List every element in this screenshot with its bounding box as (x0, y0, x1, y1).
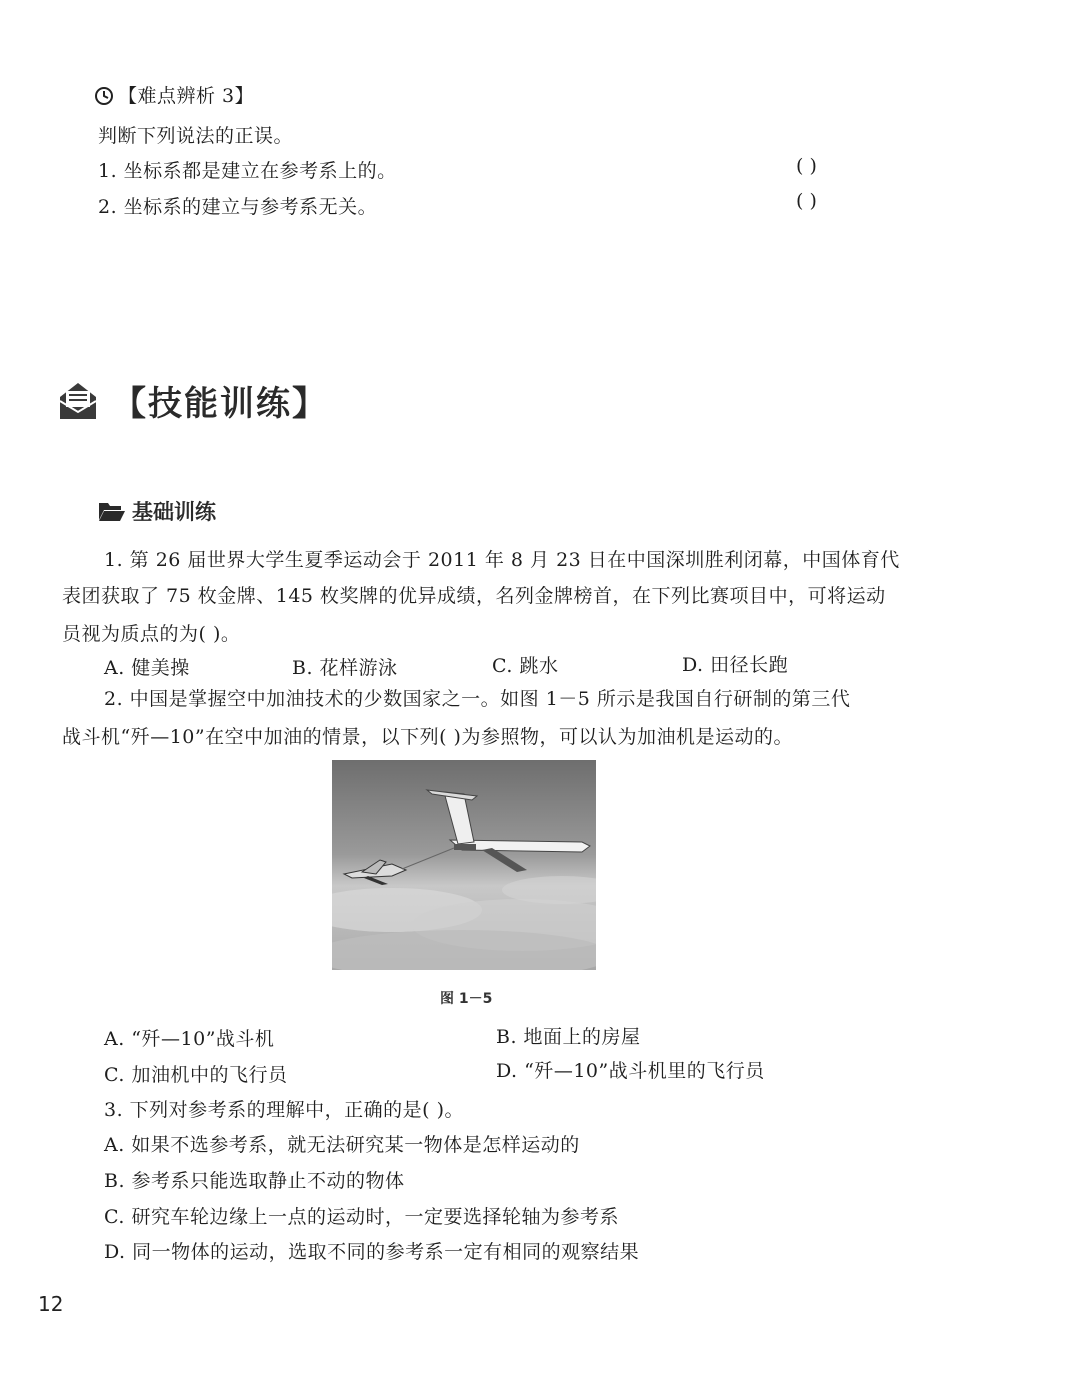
figure-caption: 图 1－5 (440, 991, 493, 1007)
question-2-line-1: 2. 中国是掌握空中加油技术的少数国家之一。如图 1－5 所示是我国自行研制的第三代 (104, 688, 851, 710)
figure-aerial-refueling-photo (332, 760, 596, 970)
question-3-option-d[interactable]: D. 同一物体的运动，选取不同的参考系一定有相同的观察结果 (104, 1241, 640, 1263)
difficulty-prompt: 判断下列说法的正误。 (98, 125, 294, 147)
envelope-icon (58, 379, 98, 423)
question-1-option-b[interactable]: B. 花样游泳 (292, 657, 398, 679)
question-1-line-2: 表团获取了 75 枚金牌、145 枚奖牌的优异成绩，名列金牌榜首，在下列比赛项目中，可将运动 (62, 585, 886, 607)
question-3-option-c[interactable]: C. 研究车轮边缘上一点的运动时，一定要选择轮轴为参考系 (104, 1206, 619, 1228)
question-1-option-c[interactable]: C. 跳水 (492, 655, 559, 677)
section-header (58, 376, 328, 425)
folder-icon (98, 500, 126, 522)
answer-blank-2[interactable]: ( ) (796, 190, 817, 212)
difficulty-item-2: 2. 坐标系的建立与参考系无关。 (98, 196, 378, 218)
question-2-line-2: 战斗机“歼—10”在空中加油的情景，以下列( )为参照物，可以认为加油机是运动的。 (62, 726, 793, 748)
answer-blank-1[interactable]: ( ) (796, 155, 817, 177)
question-3-option-b[interactable]: B. 参考系只能选取静止不动的物体 (104, 1170, 405, 1192)
question-2-option-c[interactable]: C. 加油机中的飞行员 (104, 1064, 288, 1086)
clock-icon (94, 86, 114, 106)
question-2-option-b[interactable]: B. 地面上的房屋 (496, 1026, 641, 1048)
question-2-option-d[interactable]: D. “歼—10”战斗机里的飞行员 (496, 1060, 765, 1082)
difficulty-item-1: 1. 坐标系都是建立在参考系上的。 (98, 160, 397, 182)
question-1-option-a[interactable]: A. 健美操 (104, 657, 190, 679)
difficulty-title: 【难点辨析 3】 (118, 84, 255, 107)
section-title: 【技能训练】 (112, 384, 328, 424)
page-number: 12 (38, 1292, 64, 1316)
question-1-line-1: 1. 第 26 届世界大学生夏季运动会于 2011 年 8 月 23 日在中国深圳胜利闭幕，中国体育代 (104, 549, 900, 571)
subsection-header (98, 496, 216, 526)
subsection-title: 基础训练 (132, 500, 216, 524)
question-1-line-3: 员视为质点的为( )。 (62, 623, 241, 645)
question-3-option-a[interactable]: A. 如果不选参考系，就无法研究某一物体是怎样运动的 (104, 1134, 580, 1156)
difficulty-header (94, 86, 254, 106)
question-1-option-d[interactable]: D. 田径长跑 (682, 654, 789, 676)
question-2-option-a[interactable]: A. “歼—10”战斗机 (104, 1028, 275, 1050)
question-3-line-1: 3. 下列对参考系的理解中，正确的是( )。 (104, 1099, 465, 1121)
